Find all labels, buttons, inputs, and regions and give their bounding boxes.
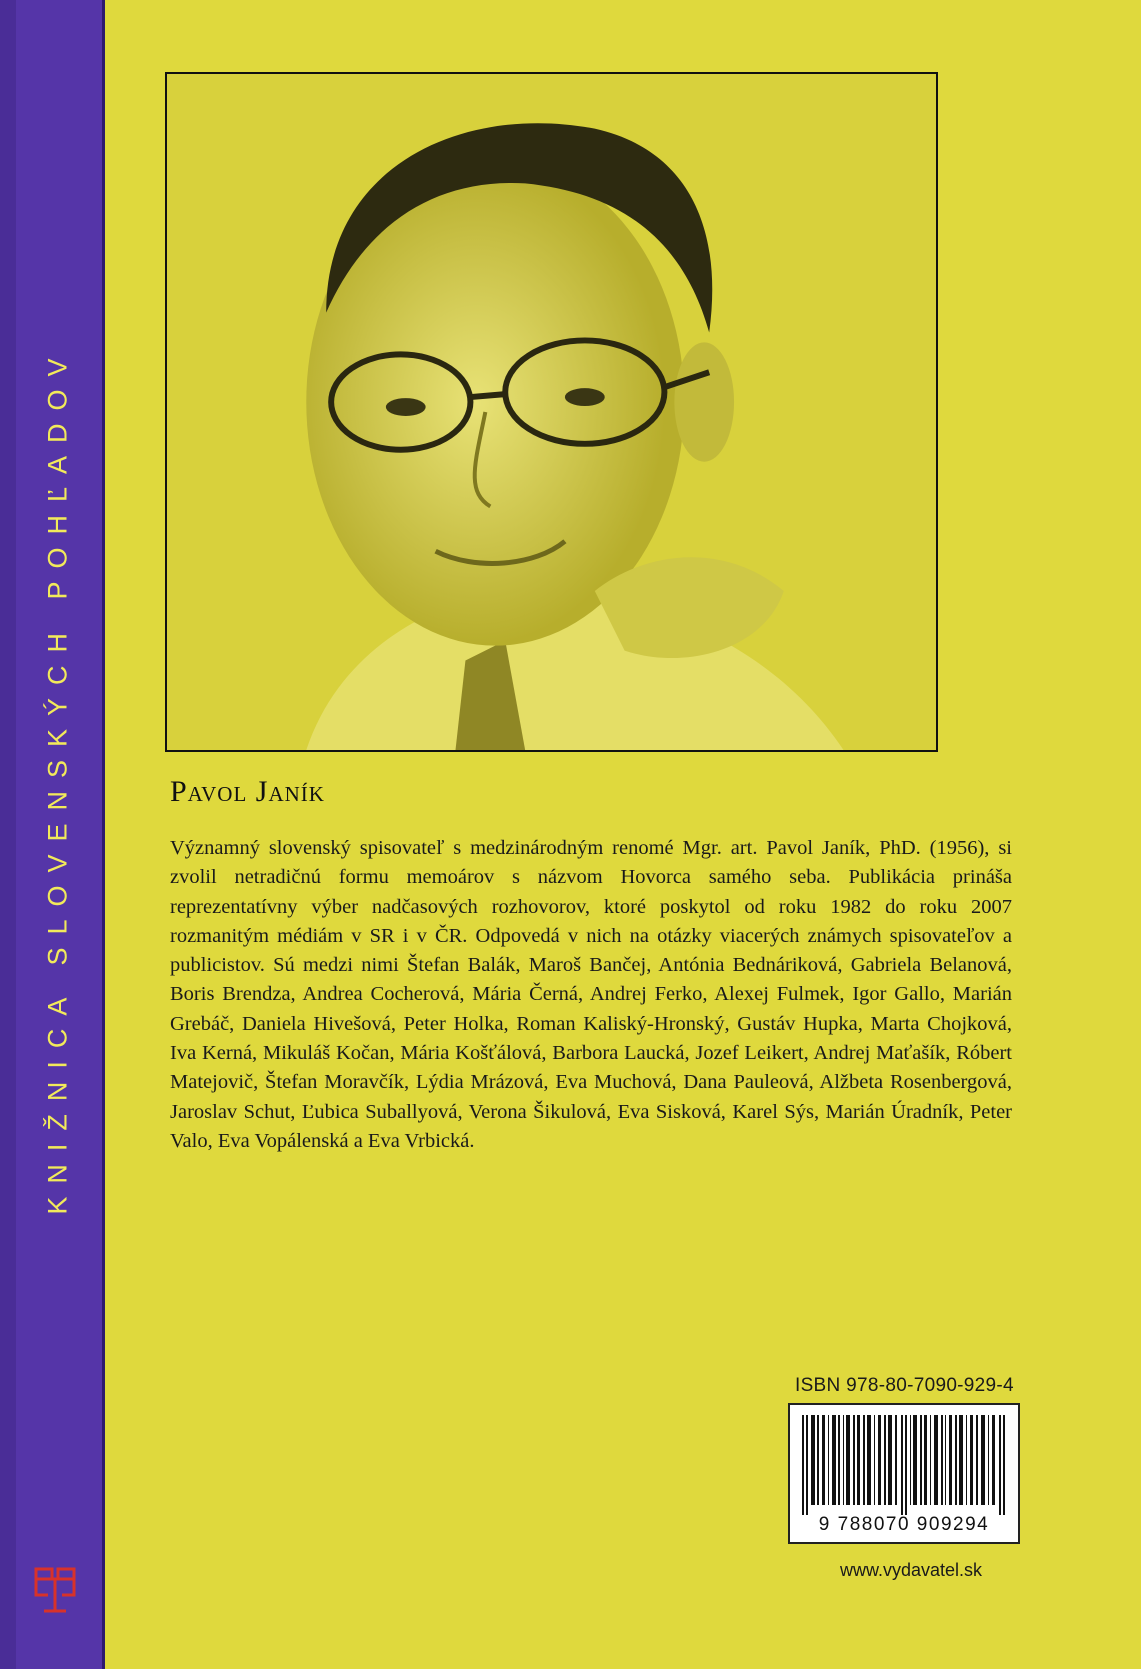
author-portrait [165,72,938,752]
barcode-bars [802,1415,1008,1515]
author-name: Pavol Janík [170,775,325,808]
book-logo-icon [30,1565,80,1615]
barcode-digits: 9 788070 909294 [818,1514,990,1535]
series-title: KNIŽNICA SLOVENSKÝCH POHĽADOV [42,345,73,1215]
publisher-website: www.vydavatel.sk [840,1560,983,1580]
barcode [788,1403,1020,1544]
isbn-label: ISBN 978-80-7090-929-4 [795,1375,1014,1396]
book-blurb: Významný slovenský spisovateľ s medzinárodným renomé Mgr. art. Pavol Janík, PhD. (1956), si zvolil netradičnú formu memoárov s názvom Hovorca samého seba. Publikácia prináša reprezentatívny výber nadčasových rozhovorov, ktoré poskytol od roku 1982 do roku 2007 rozmanitým médiám v SR i v ČR. Odpovedá v nich na otázky viacerých známych spisovateľov a publicistov. Sú medzi nimi Štefan Balák, Maroš Bančej, Antónia Bednáriková, Gabriela Belanová, Boris Brendza, Andrea Cocherová, Mária Černá, Andrej Ferko, Alexej Fulmek, Igor Gallo, Marián Grebáč, Daniela Hivešová, Peter Holka, Roman Kaliský-Hronský, Gustáv Hupka, Marta Chojková, Iva Kerná, Mikuláš Kočan, Mária Košťálová, Barbora Laucká, Jozef Leikert, Andrej Maťašík, Róbert Matejovič, Štefan Moravčík, Lýdia Mrázová, Eva Muchová, Dana Pauleová, Alžbeta Rosenbergová, Jaroslav Schut, Ľubica Suballyová, Verona Šikulová, Eva Sisková, Karel Sýs, Marián Úradník, Peter Valo, Eva Vopálenská a Eva Vrbická. [170,837,1012,1152]
spine-strip [0,0,105,1669]
